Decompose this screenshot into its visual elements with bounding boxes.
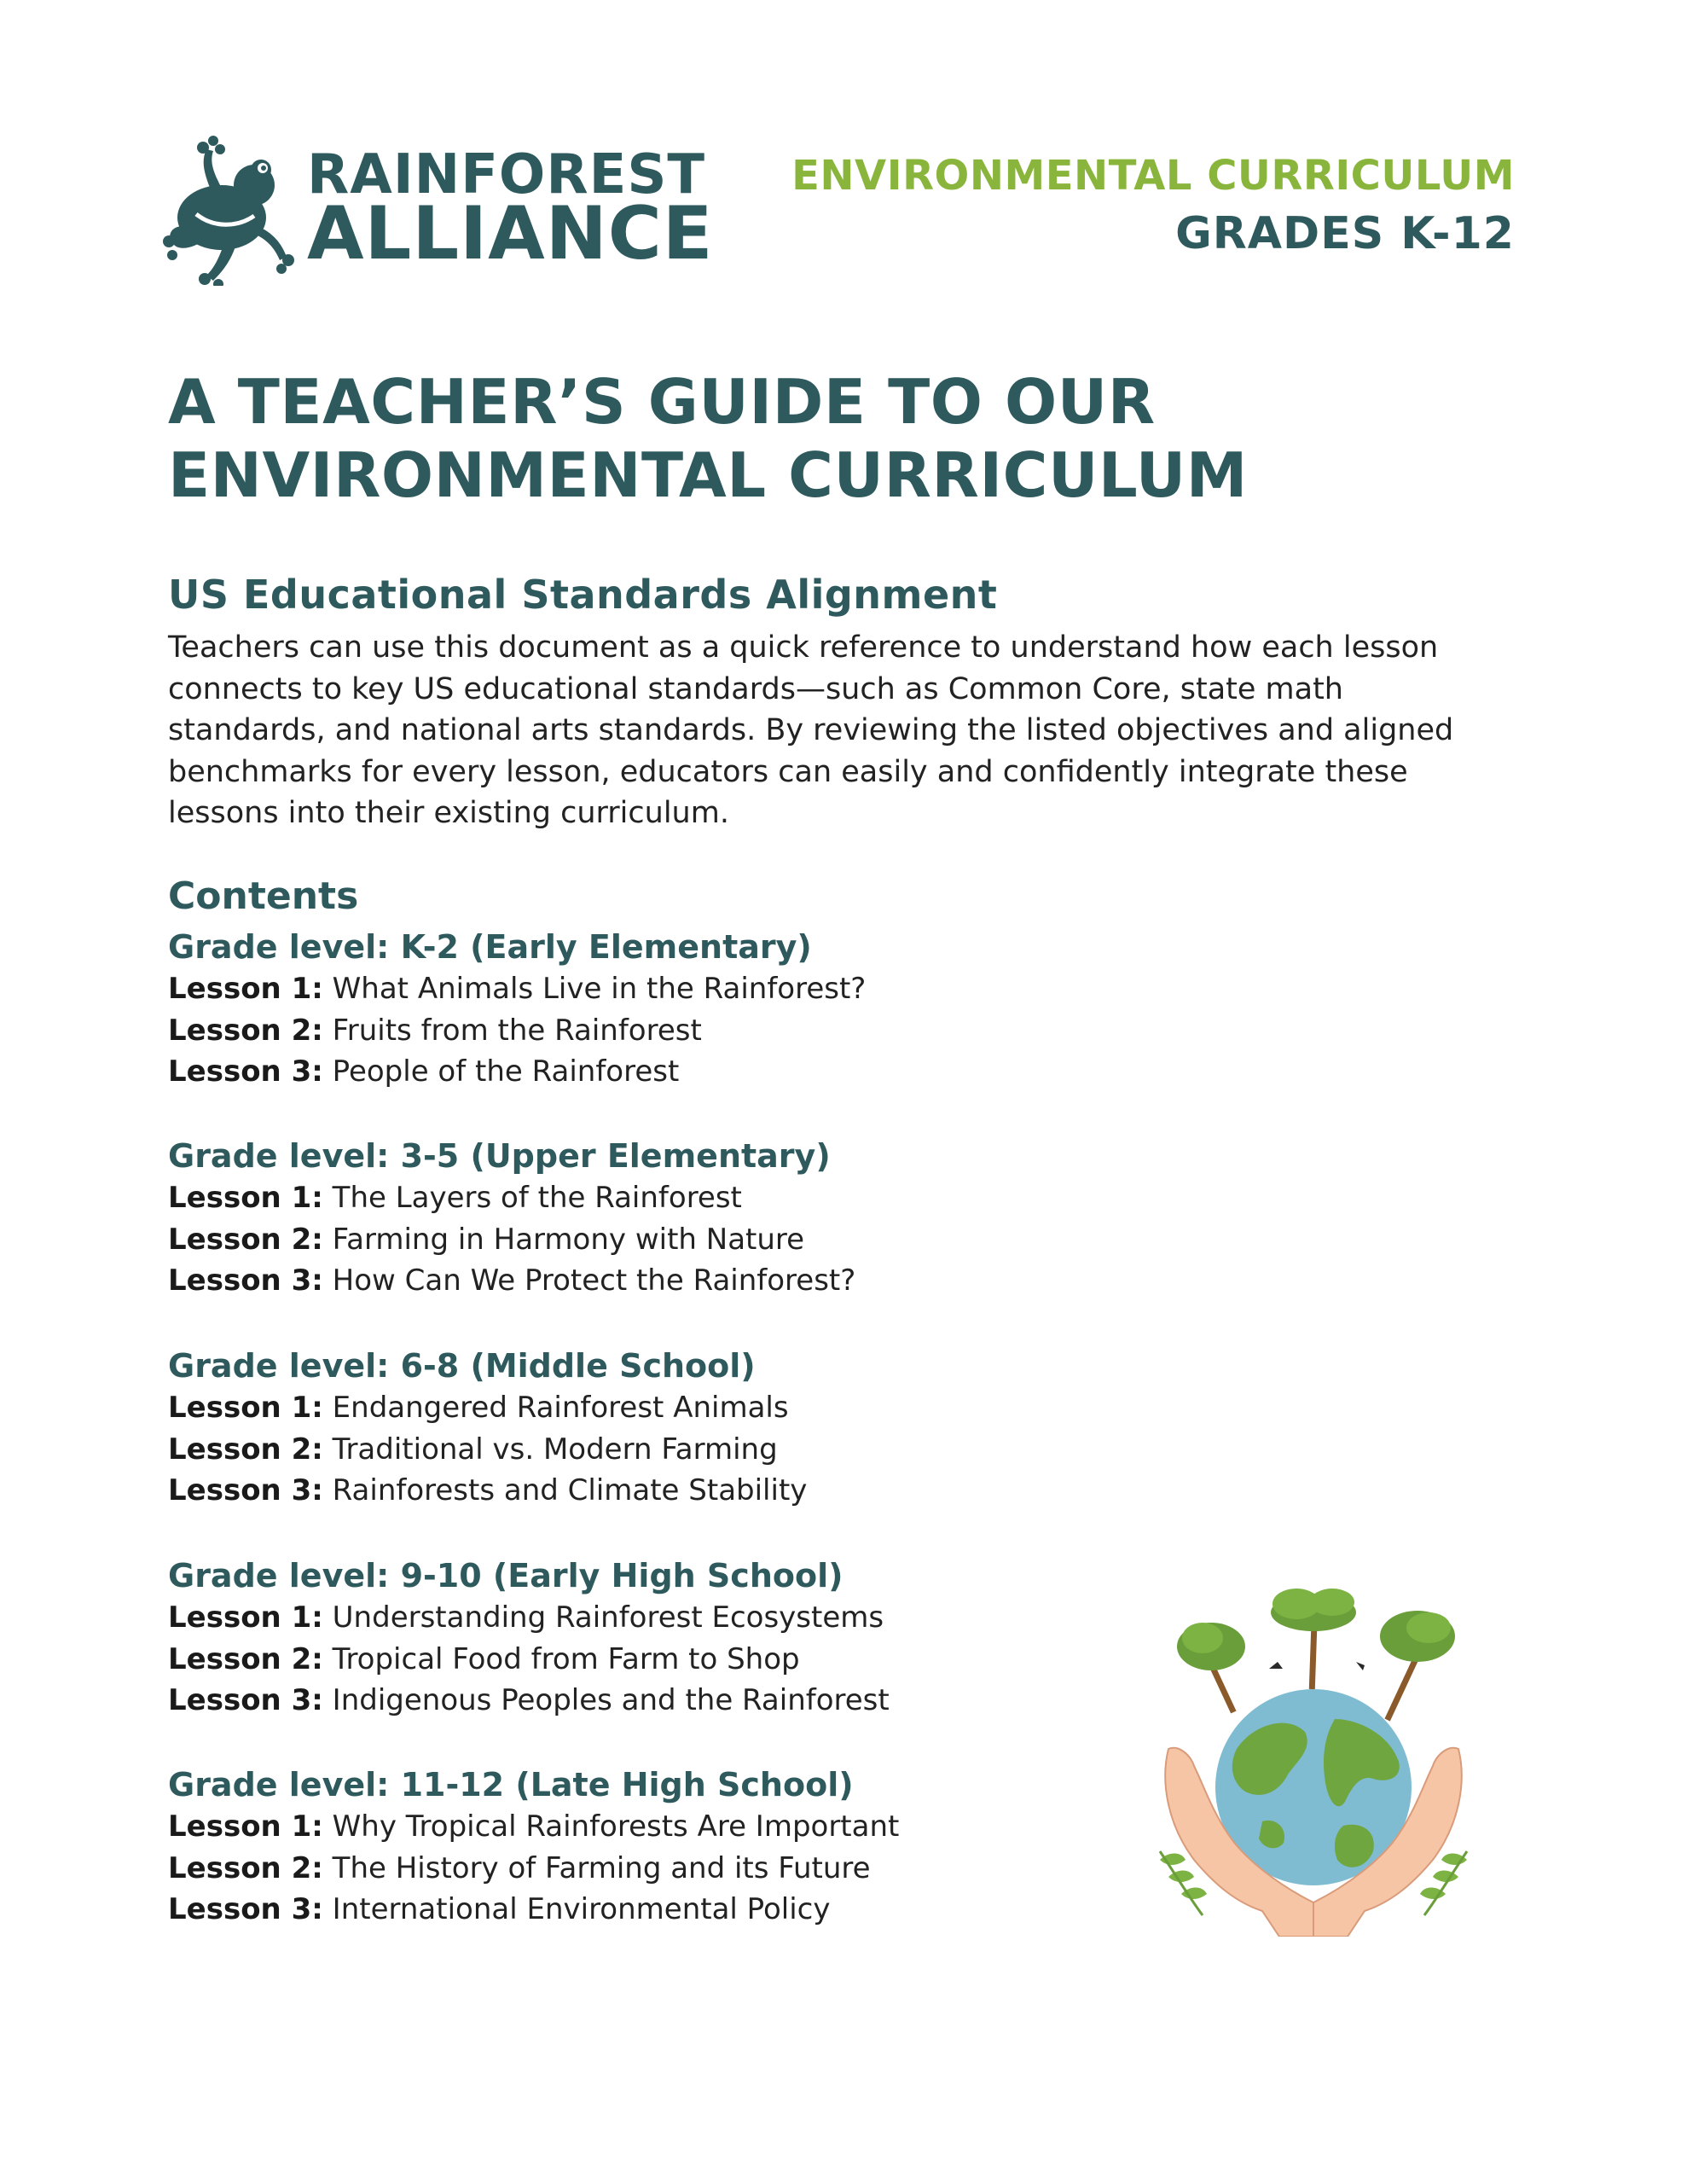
lesson-label: Lesson 1: bbox=[168, 1391, 323, 1425]
rainforest-alliance-logo bbox=[162, 132, 714, 286]
lesson-item bbox=[168, 1260, 1191, 1302]
standards-body: Teachers can use this document as a quick reference to understand how each lesson connects to key US educational standards—such as Common Core, state math standards, and national arts standards. By reviewing the listed objectives and aligned benchmarks for every lesson, educators can easily and confidently integrate these lessons into their existing curriculum. bbox=[168, 630, 1454, 830]
lesson-title: Rainforests and Climate Stability bbox=[332, 1473, 808, 1507]
grade-title: Grade level: 3-5 (Upper Elementary) bbox=[168, 1137, 831, 1175]
grades-label: GRADES K-12 bbox=[1175, 208, 1515, 259]
lesson-title: Indigenous Peoples and the Rainforest bbox=[332, 1683, 890, 1717]
lesson-label: Lesson 2: bbox=[168, 1641, 323, 1676]
lesson-label: Lesson 3: bbox=[168, 1263, 323, 1298]
lesson-title: How Can We Protect the Rainforest? bbox=[332, 1263, 856, 1298]
lesson-title: The History of Farming and its Future bbox=[332, 1850, 871, 1885]
lesson-item bbox=[168, 1470, 1191, 1512]
grade-block-6-8 bbox=[168, 1345, 1191, 1512]
lesson-title: Tropical Food from Farm to Shop bbox=[332, 1641, 800, 1676]
lesson-label: Lesson 2: bbox=[168, 1432, 323, 1467]
lesson-label: Lesson 3: bbox=[168, 1473, 323, 1507]
lesson-item bbox=[168, 1597, 1191, 1639]
lesson-title: Understanding Rainforest Ecosystems bbox=[332, 1600, 884, 1635]
lesson-label: Lesson 3: bbox=[168, 1683, 323, 1717]
lesson-label: Lesson 2: bbox=[168, 1222, 323, 1257]
lesson-label: Lesson 3: bbox=[168, 1054, 323, 1089]
lesson-title: Traditional vs. Modern Farming bbox=[332, 1432, 778, 1467]
grade-title: Grade level: 11-12 (Late High School) bbox=[168, 1766, 854, 1804]
lesson-item bbox=[168, 1010, 1191, 1052]
lesson-title: Fruits from the Rainforest bbox=[332, 1013, 702, 1048]
lesson-title: Endangered Rainforest Animals bbox=[332, 1391, 789, 1425]
page-title: A TEACHER’S GUIDE TO OUR ENVIRONMENTAL CURRICULUM bbox=[168, 366, 1248, 511]
grade-block-9-10 bbox=[168, 1554, 1191, 1722]
lesson-title: The Layers of the Rainforest bbox=[332, 1181, 742, 1215]
grade-block-11-12 bbox=[168, 1763, 1191, 1931]
standards-heading: US Educational Standards Alignment bbox=[168, 572, 998, 618]
lesson-label: Lesson 2: bbox=[168, 1850, 323, 1885]
lesson-item bbox=[168, 968, 1191, 1010]
grade-title: Grade level: 6-8 (Middle School) bbox=[168, 1347, 756, 1385]
grade-block-k2 bbox=[168, 926, 1191, 1093]
lesson-item bbox=[168, 1889, 1191, 1931]
logo-text-line2: ALLIANCE bbox=[307, 190, 714, 276]
lesson-label: Lesson 1: bbox=[168, 972, 323, 1006]
header-right bbox=[791, 152, 1515, 259]
lesson-title: International Environmental Policy bbox=[332, 1892, 831, 1926]
logo-text-line1: RAINFOREST bbox=[307, 143, 706, 206]
lesson-item bbox=[168, 1429, 1191, 1471]
lesson-item bbox=[168, 1051, 1191, 1093]
lesson-label: Lesson 1: bbox=[168, 1809, 323, 1844]
grade-title: Grade level: 9-10 (Early High School) bbox=[168, 1557, 844, 1594]
frog-icon bbox=[162, 132, 299, 286]
lesson-item bbox=[168, 1387, 1191, 1429]
lesson-item bbox=[168, 1848, 1191, 1890]
lesson-title: Farming in Harmony with Nature bbox=[332, 1222, 805, 1257]
grade-title: Grade level: K-2 (Early Elementary) bbox=[168, 928, 812, 966]
contents-heading: Contents bbox=[168, 874, 359, 918]
grade-block-3-5 bbox=[168, 1135, 1191, 1302]
lesson-label: Lesson 1: bbox=[168, 1181, 323, 1215]
lesson-item bbox=[168, 1177, 1191, 1219]
earth-in-hands-icon bbox=[1143, 1578, 1484, 1937]
lesson-title: People of the Rainforest bbox=[332, 1054, 680, 1089]
curriculum-label: ENVIRONMENTAL CURRICULUM bbox=[791, 152, 1515, 200]
lesson-item bbox=[168, 1806, 1191, 1848]
lesson-item bbox=[168, 1219, 1191, 1261]
lesson-title: What Animals Live in the Rainforest? bbox=[332, 972, 867, 1006]
lesson-label: Lesson 2: bbox=[168, 1013, 323, 1048]
lesson-label: Lesson 1: bbox=[168, 1600, 323, 1635]
lesson-label: Lesson 3: bbox=[168, 1892, 323, 1926]
lesson-item bbox=[168, 1680, 1191, 1722]
lesson-item bbox=[168, 1639, 1191, 1681]
lesson-title: Why Tropical Rainforests Are Important bbox=[332, 1809, 900, 1844]
